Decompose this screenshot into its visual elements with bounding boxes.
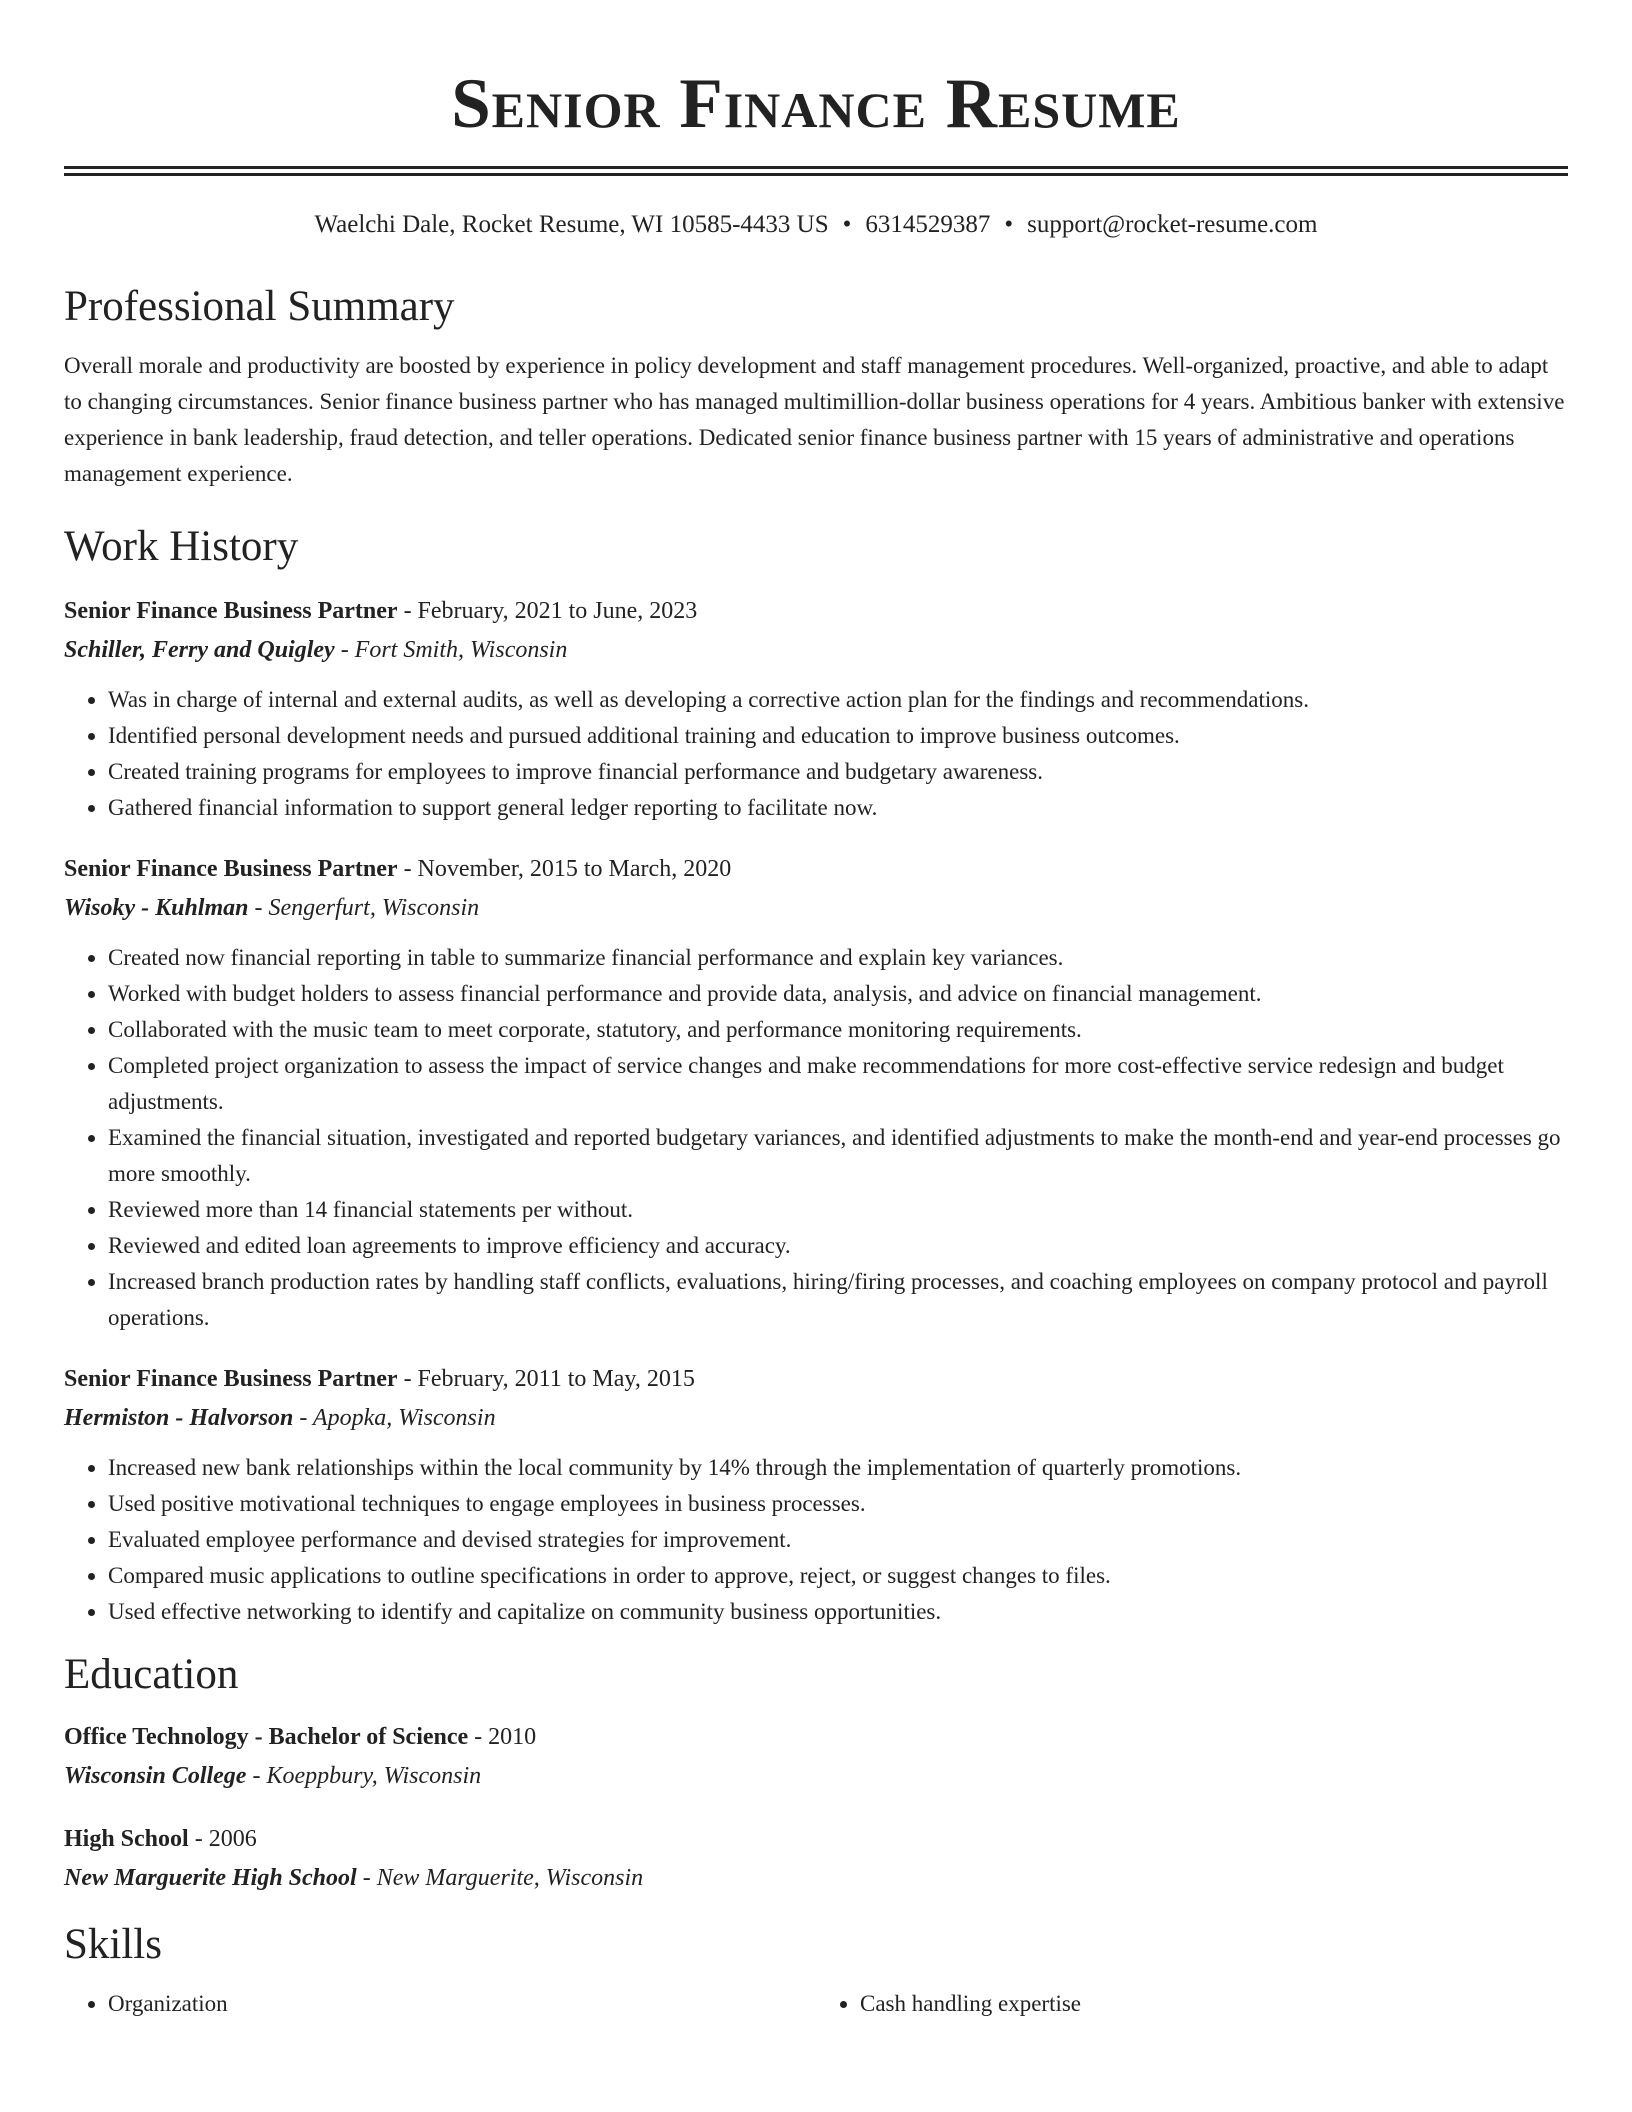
job-bullet: • Created now financial reporting in table to summarize financial performance and explain key variances. [108, 940, 1568, 976]
job-bullet: • Was in charge of internal and external audits, as well as developing a corrective action plan for the findings and recommendations. [108, 682, 1568, 718]
job-dates: - February, 2011 to May, 2015 [397, 1366, 695, 1392]
job-role: Senior Finance Business Partner [64, 856, 398, 882]
job-bullet: • Used positive motivational techniques to engage employees in business processes. [108, 1486, 1568, 1522]
contact-email: support@rocket-resume.com [1027, 211, 1318, 238]
job-bullet: • Reviewed more than 14 financial statements per without. [108, 1192, 1568, 1228]
job-location: - Fort Smith, Wisconsin [334, 637, 568, 663]
contact-address: Waelchi Dale, Rocket Resume, WI 10585-4433 US [314, 211, 829, 238]
job-company-line [64, 888, 1568, 928]
job-title-line [64, 850, 1568, 888]
job-bullet: • Examined the financial situation, investigated and reported budgetary variances, and identified adjustments to make the month-end and year-end processes go more smoothly. [108, 1120, 1568, 1192]
education-school-line [64, 1858, 1568, 1898]
skill-item: • Cash handling expertise [860, 1986, 1568, 2022]
job-role: Senior Finance Business Partner [64, 598, 398, 624]
education-entry [64, 1718, 1568, 1796]
job-dates: - November, 2015 to March, 2020 [397, 856, 732, 882]
contact-line [64, 208, 1568, 242]
skills-list [64, 1986, 1568, 2022]
education-school: Wisconsin College [64, 1763, 247, 1789]
job-bullets [64, 682, 1568, 826]
title-divider [64, 166, 1568, 176]
job-bullet: • Used effective networking to identify and capitalize on community business opportunities. [108, 1594, 1568, 1630]
job-entry [64, 592, 1568, 826]
job-company: Schiller, Ferry and Quigley [64, 637, 335, 663]
job-bullets [64, 1450, 1568, 1630]
education-heading: Education [64, 1651, 239, 1698]
job-bullet: • Evaluated employee performance and devised strategies for improvement. [108, 1522, 1568, 1558]
education-degree-line [64, 1820, 1568, 1858]
contact-phone: 6314529387 [865, 211, 991, 238]
job-entry [64, 850, 1568, 1336]
summary-heading: Professional Summary [64, 283, 455, 330]
contact-separator: • [842, 211, 852, 238]
job-title-line [64, 1360, 1568, 1398]
job-company: Wisoky - Kuhlman [64, 895, 249, 921]
job-bullet: • Compared music applications to outline specifications in order to approve, reject, or suggest changes to files. [108, 1558, 1568, 1594]
summary-text: Overall morale and productivity are boosted by experience in policy development and staff management procedures. Well-organized, proactive, and able to adapt to changing circumstances. Senior finance business partner who has managed multimillion-dollar business operations for 4 years. Ambitious banker with extensive experience in bank leadership, fraud detection, and teller operations. Dedicated senior finance business partner with 15 years of administrative and operations management experience. [64, 353, 1565, 486]
job-bullet: • Increased new bank relationships within the local community by 14% through the implementation of quarterly promotions. [108, 1450, 1568, 1486]
skills-column-left [64, 1986, 816, 2022]
job-bullet: • Reviewed and edited loan agreements to improve efficiency and accuracy. [108, 1228, 1568, 1264]
education-location: - Koeppbury, Wisconsin [246, 1763, 482, 1789]
education-entry [64, 1820, 1568, 1898]
resume-title: Senior Finance Resume [451, 65, 1181, 143]
job-company: Hermiston - Halvorson [64, 1405, 294, 1431]
education-school-line [64, 1756, 1568, 1796]
education-year: - 2010 [468, 1724, 537, 1750]
job-bullets [64, 940, 1568, 1336]
education-degree-line [64, 1718, 1568, 1756]
skills-heading: Skills [64, 1921, 162, 1968]
job-bullet: • Increased branch production rates by handling staff conflicts, evaluations, hiring/firing processes, and coaching employees on company protocol and payroll operations. [108, 1264, 1568, 1336]
education-degree: High School [64, 1826, 189, 1852]
education-degree: Office Technology - Bachelor of Science [64, 1724, 469, 1750]
job-company-line [64, 1398, 1568, 1438]
education-year: - 2006 [188, 1826, 257, 1852]
job-company-line [64, 630, 1568, 670]
skills-column-right [816, 1986, 1568, 2022]
job-role: Senior Finance Business Partner [64, 1366, 398, 1392]
job-bullet: • Created training programs for employees to improve financial performance and budgetary awareness. [108, 754, 1568, 790]
skill-item: • Organization [108, 1986, 816, 2022]
job-title-line [64, 592, 1568, 630]
education-location: - New Marguerite, Wisconsin [356, 1865, 644, 1891]
work-history-heading: Work History [64, 523, 299, 570]
job-bullet: • Worked with budget holders to assess financial performance and provide data, analysis, and advice on financial management. [108, 976, 1568, 1012]
job-bullet: • Completed project organization to assess the impact of service changes and make recommendations for more cost-effective service redesign and budget adjustments. [108, 1048, 1568, 1120]
job-entry [64, 1360, 1568, 1630]
job-dates: - February, 2021 to June, 2023 [397, 598, 698, 624]
job-location: - Apopka, Wisconsin [293, 1405, 496, 1431]
job-location: - Sengerfurt, Wisconsin [248, 895, 480, 921]
education-school: New Marguerite High School [64, 1865, 357, 1891]
job-bullet: • Gathered financial information to support general ledger reporting to facilitate now. [108, 790, 1568, 826]
job-bullet: • Collaborated with the music team to meet corporate, statutory, and performance monitoring requirements. [108, 1012, 1568, 1048]
job-bullet: • Identified personal development needs and pursued additional training and education to improve business outcomes. [108, 718, 1568, 754]
contact-separator: • [1004, 211, 1014, 238]
